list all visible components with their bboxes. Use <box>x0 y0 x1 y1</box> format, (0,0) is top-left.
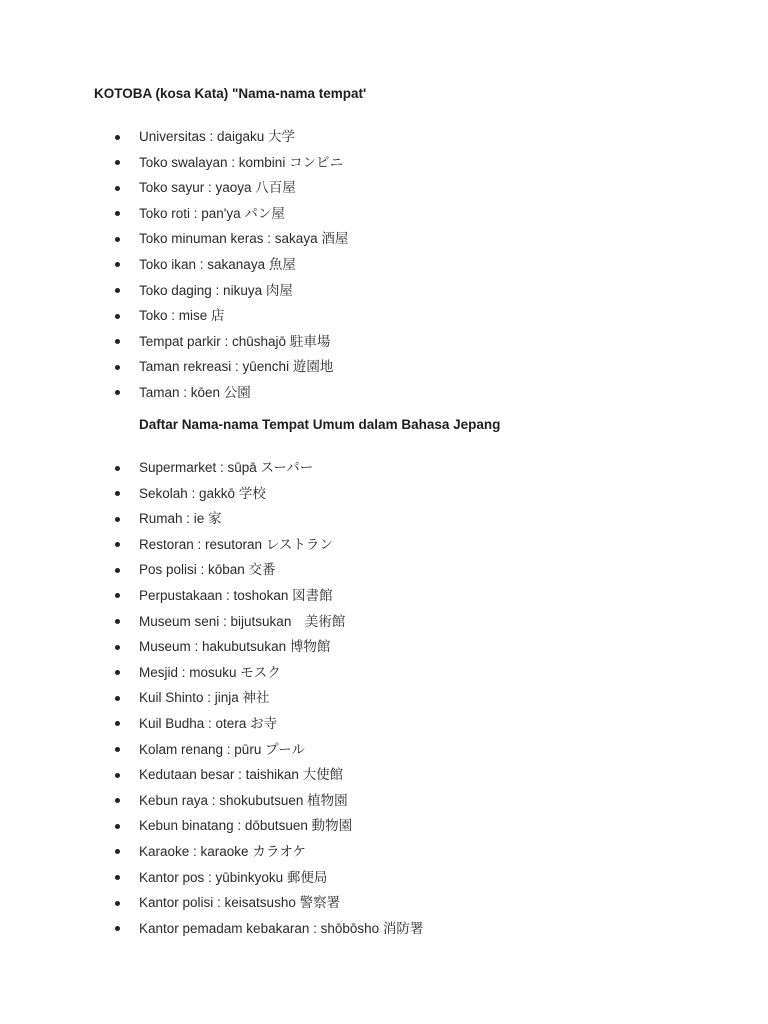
list-item-text: Toko minuman keras : sakaya 酒屋 <box>139 231 349 247</box>
bullet-icon <box>115 696 120 701</box>
bullet-icon <box>115 288 120 293</box>
list-item-text: Perpustakaan : toshokan 図書館 <box>139 587 333 603</box>
list-item-text: Museum seni : bijutsukan 美術館 <box>139 613 346 629</box>
list-item-text: Kantor pos : yūbinkyoku 郵便局 <box>139 869 328 885</box>
list-item-text: Restoran : resutoran レストラン <box>139 536 333 552</box>
list-item <box>0 226 348 252</box>
list-item-text: Toko swalayan : kombini コンビニ <box>139 154 344 170</box>
bullet-icon <box>115 798 120 803</box>
list-item-text: Kuil Shinto : jinja 神社 <box>139 690 270 706</box>
list-item <box>0 455 423 481</box>
list-item-text: Supermarket : sūpā スーパー <box>139 460 314 475</box>
list-item-text: Taman rekreasi : yūenchi 遊園地 <box>139 359 334 375</box>
bullet-icon <box>115 491 120 496</box>
bullet-icon <box>115 670 120 675</box>
section-subheading: Daftar Nama-nama Tempat Umum dalam Bahasa Jepang <box>139 417 501 432</box>
list-item <box>0 278 348 304</box>
list-item-text: Kantor pemadam kebakaran : shōbōsho 消防署 <box>139 920 424 936</box>
list-item <box>0 354 348 380</box>
vocabulary-list-places <box>0 124 348 406</box>
list-item-text: Pos polisi : kōban 交番 <box>139 562 276 578</box>
list-item <box>0 506 423 532</box>
list-item <box>0 124 348 150</box>
list-item-text: Kebun raya : shokubutsuen 植物園 <box>139 792 348 808</box>
list-item-text: Kolam renang : pūru プール <box>139 741 305 757</box>
bullet-icon <box>115 517 120 522</box>
list-item-text: Kuil Budha : otera お寺 <box>139 715 278 731</box>
bullet-icon <box>115 875 120 880</box>
list-item <box>0 557 423 583</box>
list-item <box>0 329 348 355</box>
list-item <box>0 583 423 609</box>
list-item <box>0 634 423 660</box>
bullet-icon <box>115 186 120 191</box>
vocabulary-list-public-places <box>0 455 423 941</box>
list-item <box>0 609 423 635</box>
list-item-text: Universitas : daigaku 大学 <box>139 129 296 144</box>
list-item-text: Toko daging : nikuya 肉屋 <box>139 282 293 298</box>
list-item-text: Sekolah : gakkō 学校 <box>139 485 266 501</box>
list-item <box>0 916 423 942</box>
list-item-text: Museum : hakubutsukan 博物館 <box>139 639 331 655</box>
list-item <box>0 150 348 176</box>
bullet-icon <box>115 160 120 165</box>
bullet-icon <box>115 314 120 319</box>
list-item-text: Toko roti : pan'ya パン屋 <box>139 205 285 221</box>
bullet-icon <box>115 466 120 471</box>
bullet-icon <box>115 824 120 829</box>
list-item <box>0 303 348 329</box>
bullet-icon <box>115 721 120 726</box>
list-item <box>0 737 423 763</box>
bullet-icon <box>115 135 120 140</box>
bullet-icon <box>115 339 120 344</box>
list-item-text: Rumah : ie 家 <box>139 511 222 527</box>
list-item <box>0 762 423 788</box>
list-item-text: Toko sayur : yaoya 八百屋 <box>139 180 296 196</box>
list-item <box>0 660 423 686</box>
bullet-icon <box>115 901 120 906</box>
list-item-text: Karaoke : karaoke カラオケ <box>139 843 307 859</box>
bullet-icon <box>115 211 120 216</box>
list-item <box>0 380 348 406</box>
list-item <box>0 175 348 201</box>
bullet-icon <box>115 619 120 624</box>
list-item <box>0 839 423 865</box>
bullet-icon <box>115 390 120 395</box>
list-item <box>0 252 348 278</box>
list-item <box>0 685 423 711</box>
list-item-text: Kantor polisi : keisatsusho 警察署 <box>139 895 341 911</box>
list-item-text: Toko : mise 店 <box>139 308 225 324</box>
list-item-text: Kebun binatang : dōbutsuen 動物園 <box>139 818 353 834</box>
bullet-icon <box>115 645 120 650</box>
list-item-text: Mesjid : mosuku モスク <box>139 664 281 680</box>
list-item <box>0 890 423 916</box>
document-title: KOTOBA (kosa Kata) "Nama-nama tempat' <box>94 86 367 101</box>
bullet-icon <box>115 237 120 242</box>
list-item <box>0 201 348 227</box>
bullet-icon <box>115 773 120 778</box>
bullet-icon <box>115 542 120 547</box>
bullet-icon <box>115 849 120 854</box>
list-item-text: Toko ikan : sakanaya 魚屋 <box>139 256 296 272</box>
list-item-text: Kedutaan besar : taishikan 大使館 <box>139 767 344 783</box>
list-item <box>0 481 423 507</box>
bullet-icon <box>115 365 120 370</box>
bullet-icon <box>115 747 120 752</box>
list-item-text: Taman : kōen 公園 <box>139 384 251 400</box>
list-item <box>0 711 423 737</box>
list-item <box>0 865 423 891</box>
bullet-icon <box>115 262 120 267</box>
list-item <box>0 788 423 814</box>
list-item <box>0 532 423 558</box>
bullet-icon <box>115 568 120 573</box>
list-item <box>0 813 423 839</box>
bullet-icon <box>115 593 120 598</box>
list-item-text: Tempat parkir : chūshajō 駐車場 <box>139 333 331 349</box>
bullet-icon <box>115 926 120 931</box>
